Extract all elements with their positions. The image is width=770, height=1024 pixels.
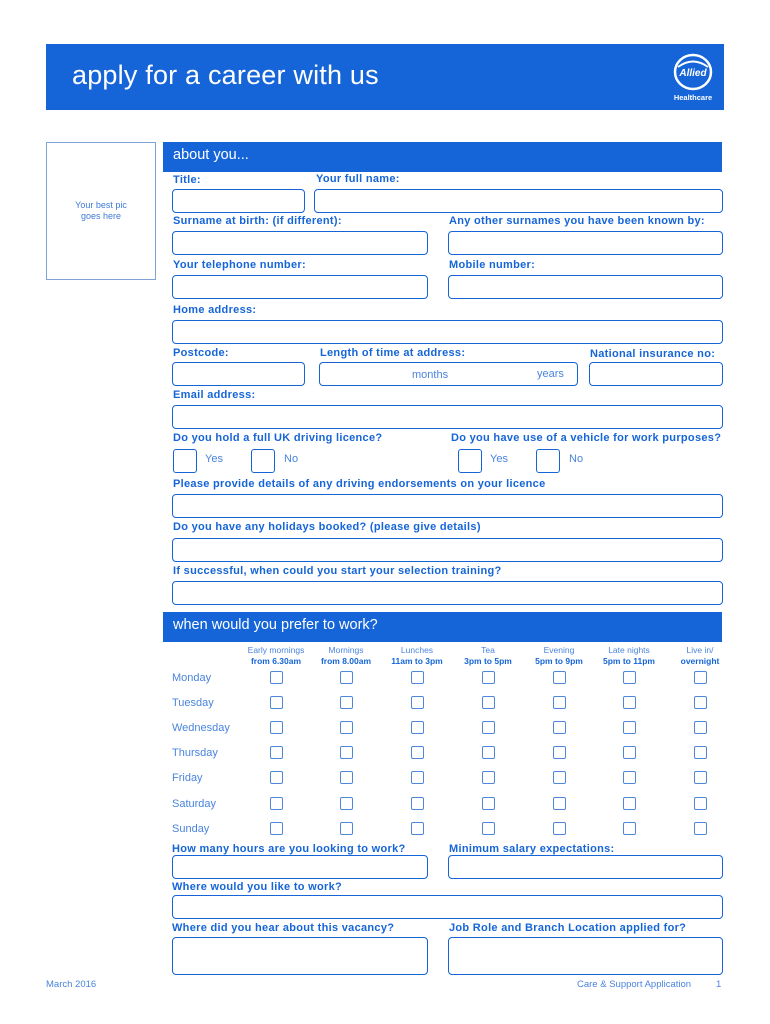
title-field[interactable] <box>172 189 305 213</box>
schedule-checkbox[interactable] <box>553 671 566 684</box>
schedule-checkbox[interactable] <box>553 696 566 709</box>
schedule-column-header <box>589 645 669 667</box>
schedule-column-header <box>519 645 599 667</box>
schedule-day-label: Tuesday <box>172 697 214 710</box>
schedule-checkbox[interactable] <box>340 746 353 759</box>
schedule-checkbox[interactable] <box>694 797 707 810</box>
schedule-day-label: Monday <box>172 672 212 684</box>
months-label: months <box>412 369 449 381</box>
vehicle-yes-label: Yes <box>490 453 508 465</box>
schedule-checkbox[interactable] <box>694 822 707 835</box>
holidays-field[interactable] <box>172 538 723 562</box>
schedule-checkbox[interactable] <box>340 771 353 784</box>
schedule-checkbox[interactable] <box>694 671 707 684</box>
schedule-section-header <box>163 612 722 642</box>
schedule-checkbox[interactable] <box>270 671 283 684</box>
schedule-column-name: Evening <box>543 645 575 655</box>
schedule-day-label: Thursday <box>172 747 218 760</box>
schedule-checkbox[interactable] <box>270 771 283 784</box>
schedule-checkbox[interactable] <box>482 746 495 759</box>
page-title: apply for a career with us <box>72 60 379 90</box>
schedule-checkbox[interactable] <box>553 746 566 759</box>
vehicle-yes-checkbox[interactable] <box>458 449 482 473</box>
licence-yes-label: Yes <box>205 453 223 465</box>
surname-label: Surname at birth: (if different): <box>173 215 342 227</box>
schedule-checkbox[interactable] <box>694 721 707 734</box>
schedule-checkbox[interactable] <box>340 696 353 709</box>
schedule-section-title: when would you prefer to work? <box>173 617 378 633</box>
schedule-column-time: from 6.30am <box>250 656 302 666</box>
schedule-day-label: Friday <box>172 772 203 785</box>
schedule-column-time: from 8.00am <box>320 656 372 666</box>
endorsements-field[interactable] <box>172 494 723 518</box>
where-work-field[interactable] <box>172 895 723 919</box>
telephone-label: Your telephone number: <box>173 259 306 271</box>
job-role-label: Job Role and Branch Location applied for? <box>449 922 687 934</box>
logo-brand-text: Allied <box>679 68 707 79</box>
schedule-checkbox[interactable] <box>411 822 424 835</box>
length-at-address-field[interactable] <box>319 362 578 386</box>
email-label: Email address: <box>173 389 256 401</box>
schedule-checkbox[interactable] <box>623 721 636 734</box>
schedule-column-name: Tea <box>481 645 495 655</box>
schedule-column-header <box>660 645 740 667</box>
schedule-checkbox[interactable] <box>553 771 566 784</box>
schedule-checkbox[interactable] <box>340 671 353 684</box>
schedule-checkbox[interactable] <box>411 721 424 734</box>
salary-label: Minimum salary expectations: <box>449 843 615 855</box>
schedule-checkbox[interactable] <box>623 746 636 759</box>
logo-sub-text: Healthcare <box>673 93 713 102</box>
footer-doc-name: Care & Support Application <box>577 979 692 990</box>
job-role-field[interactable] <box>448 937 723 975</box>
telephone-field[interactable] <box>172 275 428 299</box>
training-label: If successful, when could you start your selection training? <box>173 565 502 577</box>
schedule-column-header <box>448 645 528 667</box>
schedule-checkbox[interactable] <box>623 671 636 684</box>
postcode-label: Postcode: <box>173 347 229 359</box>
endorsements-label: Please provide details of any driving endorsements on your licence <box>173 478 546 490</box>
schedule-checkbox[interactable] <box>270 746 283 759</box>
home-address-label: Home address: <box>173 304 257 316</box>
schedule-checkbox[interactable] <box>340 721 353 734</box>
schedule-checkbox[interactable] <box>340 822 353 835</box>
schedule-column-time: 11am to 3pm <box>391 656 443 666</box>
hours-field[interactable] <box>172 855 428 879</box>
schedule-checkbox[interactable] <box>623 822 636 835</box>
schedule-checkbox[interactable] <box>694 696 707 709</box>
schedule-checkbox[interactable] <box>411 746 424 759</box>
holidays-label: Do you have any holidays booked? (please give details) <box>173 521 481 533</box>
schedule-checkbox[interactable] <box>482 822 495 835</box>
schedule-checkbox[interactable] <box>623 771 636 784</box>
schedule-column-time: 5pm to 11pm <box>603 656 655 666</box>
licence-label: Do you hold a full UK driving licence? <box>173 432 383 444</box>
schedule-day-label: Wednesday <box>172 722 230 735</box>
training-field[interactable] <box>172 581 723 605</box>
hours-label: How many hours are you looking to work? <box>172 843 406 855</box>
schedule-column-time: 3pm to 5pm <box>464 656 512 666</box>
schedule-checkbox[interactable] <box>553 721 566 734</box>
national-insurance-label: National insurance no: <box>590 348 716 360</box>
schedule-column-name: Lunches <box>400 645 434 655</box>
where-work-label: Where would you like to work? <box>172 881 343 893</box>
schedule-checkbox[interactable] <box>411 671 424 684</box>
schedule-column-time: overnight <box>680 656 720 666</box>
schedule-checkbox[interactable] <box>553 822 566 835</box>
photo-placeholder[interactable] <box>46 142 156 280</box>
schedule-column-header <box>236 645 316 667</box>
postcode-field[interactable] <box>172 362 305 386</box>
full-name-label: Your full name: <box>316 173 400 185</box>
schedule-checkbox[interactable] <box>482 771 495 784</box>
schedule-checkbox[interactable] <box>411 797 424 810</box>
schedule-checkbox[interactable] <box>694 771 707 784</box>
schedule-checkbox[interactable] <box>482 721 495 734</box>
footer-page-number: 1 <box>716 979 722 990</box>
hear-vacancy-field[interactable] <box>172 937 428 975</box>
schedule-column-time: 5pm to 9pm <box>535 656 583 666</box>
licence-no-label: No <box>284 453 299 465</box>
full-name-field[interactable] <box>314 189 723 213</box>
national-insurance-field[interactable] <box>589 362 723 386</box>
schedule-checkbox[interactable] <box>623 797 636 810</box>
vehicle-label: Do you have use of a vehicle for work purposes? <box>451 432 722 444</box>
page-header <box>46 44 724 110</box>
schedule-column-header <box>377 645 457 667</box>
schedule-checkbox[interactable] <box>482 671 495 684</box>
schedule-checkbox[interactable] <box>270 797 283 810</box>
schedule-checkbox[interactable] <box>340 797 353 810</box>
licence-no-checkbox[interactable] <box>251 449 275 473</box>
schedule-checkbox[interactable] <box>482 696 495 709</box>
photo-placeholder-line1: Your best pic <box>75 200 127 210</box>
schedule-column-name: Late nights <box>608 645 650 655</box>
schedule-column-header <box>306 645 386 667</box>
email-field[interactable] <box>172 405 723 429</box>
licence-yes-checkbox[interactable] <box>173 449 197 473</box>
schedule-column-name: Live in/ <box>686 645 714 655</box>
schedule-column-name: Early mornings <box>247 645 305 655</box>
schedule-day-label: Sunday <box>172 822 210 835</box>
footer-date: March 2016 <box>46 979 97 990</box>
schedule-checkbox[interactable] <box>270 721 283 734</box>
schedule-checkbox[interactable] <box>411 696 424 709</box>
schedule-checkbox[interactable] <box>482 797 495 810</box>
vehicle-no-checkbox[interactable] <box>536 449 560 473</box>
about-section-title: about you... <box>173 147 249 163</box>
other-surnames-label: Any other surnames you have been known by: <box>449 215 705 227</box>
other-surnames-field[interactable] <box>448 231 723 255</box>
home-address-field[interactable] <box>172 320 723 344</box>
photo-placeholder-line2: goes here <box>80 211 122 221</box>
schedule-checkbox[interactable] <box>694 746 707 759</box>
schedule-day-label: Saturday <box>172 797 217 810</box>
schedule-column-name: Mornings <box>328 645 364 655</box>
about-section-header <box>163 142 722 172</box>
schedule-checkbox[interactable] <box>623 696 636 709</box>
schedule-checkbox[interactable] <box>553 797 566 810</box>
years-label: years <box>537 368 564 380</box>
vehicle-no-label: No <box>569 453 584 465</box>
length-at-address-label: Length of time at address: <box>320 347 466 359</box>
schedule-checkbox[interactable] <box>270 696 283 709</box>
mobile-field[interactable] <box>448 275 723 299</box>
surname-field[interactable] <box>172 231 428 255</box>
schedule-checkbox[interactable] <box>270 822 283 835</box>
allied-healthcare-logo <box>670 50 716 104</box>
schedule-checkbox[interactable] <box>411 771 424 784</box>
salary-field[interactable] <box>448 855 723 879</box>
mobile-label: Mobile number: <box>449 259 536 271</box>
title-label: Title: <box>173 174 201 186</box>
hear-vacancy-label: Where did you hear about this vacancy? <box>172 922 395 934</box>
